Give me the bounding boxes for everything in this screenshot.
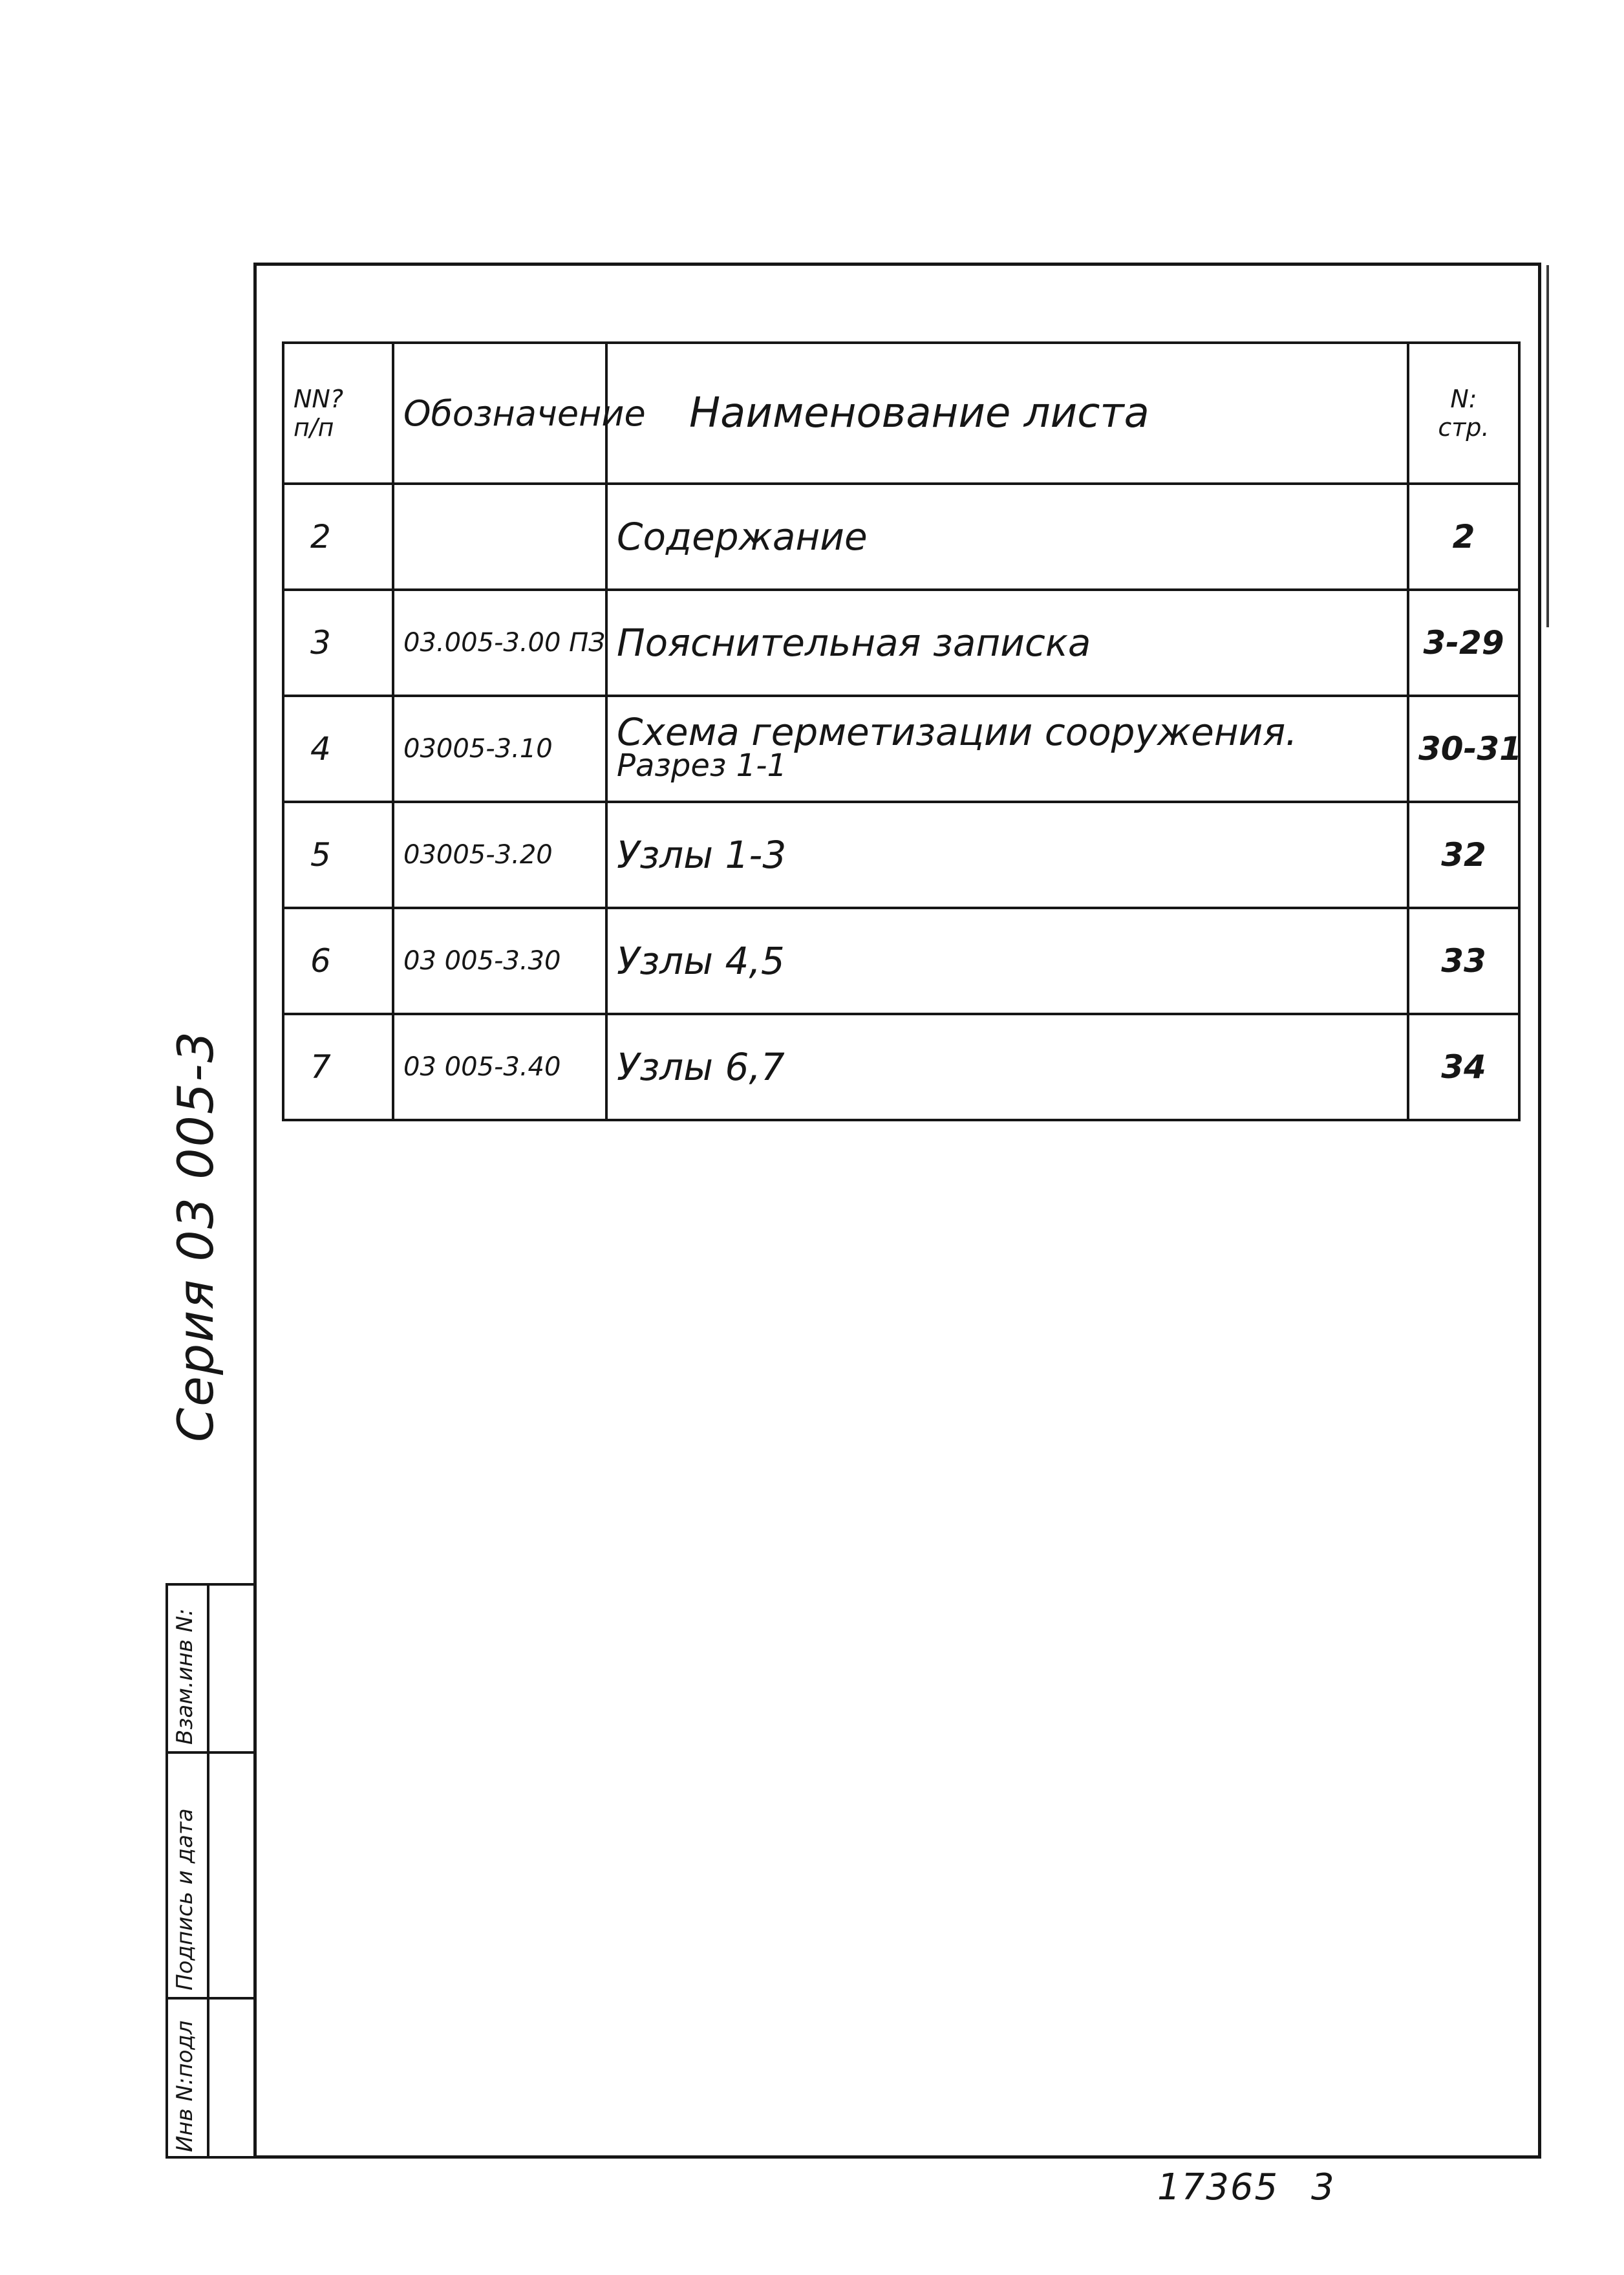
table-row [283, 484, 1519, 590]
row-sheet-name [606, 590, 1408, 696]
stamp-divider-horizontal [168, 1751, 253, 1754]
table-header-row [283, 343, 1519, 484]
row-number: 7 [283, 1014, 393, 1120]
row-number: 5 [283, 802, 393, 908]
row-sheet-name [606, 802, 1408, 908]
header-page-line2: стр. [1438, 413, 1490, 442]
stamp-divider-vertical [207, 1586, 209, 2156]
row-sheet-name-main: Пояснительная записка [617, 621, 1091, 665]
table-row [283, 1014, 1519, 1120]
row-sheet-name [606, 484, 1408, 590]
row-page: 33 [1408, 908, 1519, 1014]
row-designation: 03005-3.20 [393, 802, 606, 908]
header-page-line1: N: [1450, 385, 1477, 413]
header-number-line2: п/п [294, 413, 334, 442]
row-designation: 03.005-3.00 ПЗ [393, 590, 606, 696]
table-row [283, 802, 1519, 908]
row-sheet-name-main: Узлы 1-3 [617, 833, 787, 877]
table-row [283, 908, 1519, 1014]
row-page: 30-31 [1408, 696, 1519, 802]
row-designation: 03 005-3.30 [393, 908, 606, 1014]
frame-edge-mark [1546, 265, 1549, 627]
row-number: 6 [283, 908, 393, 1014]
header-designation: Обозначение [393, 343, 606, 484]
row-number: 4 [283, 696, 393, 802]
approval-stamp-column [166, 1583, 253, 2159]
row-page: 3-29 [1408, 590, 1519, 696]
row-number: 3 [283, 590, 393, 696]
stamp-podpis-data-label: Подпись и дата [172, 1808, 198, 1990]
row-designation: 03005-3.10 [393, 696, 606, 802]
header-number-line1: NN? [294, 385, 344, 413]
sheet-number: 3 [1311, 2166, 1336, 2208]
series-label: Серия 03 005-3 [167, 1030, 224, 1442]
row-page: 34 [1408, 1014, 1519, 1120]
row-page: 2 [1408, 484, 1519, 590]
row-sheet-name [606, 696, 1408, 802]
table-row [283, 590, 1519, 696]
contents-table [282, 341, 1521, 1121]
document-number: 17365 [1157, 2166, 1279, 2208]
row-designation: 03 005-3.40 [393, 1014, 606, 1120]
stamp-vzam-inv-label: Взам.инв N: [172, 1608, 198, 1745]
row-sheet-name [606, 1014, 1408, 1120]
header-sheet-name: Наименование листа [606, 343, 1408, 484]
header-page [1408, 343, 1519, 484]
row-designation [393, 484, 606, 590]
header-number [283, 343, 393, 484]
row-sheet-name-main: Узлы 6,7 [617, 1045, 785, 1089]
row-number: 2 [283, 484, 393, 590]
table-row [283, 696, 1519, 802]
row-sheet-name [606, 908, 1408, 1014]
row-sheet-name-sub: Разрез 1-1 [617, 748, 787, 784]
row-sheet-name-main: Узлы 4,5 [617, 939, 785, 983]
row-sheet-name-main: Содержание [617, 515, 868, 559]
stamp-divider-horizontal [168, 1997, 253, 2000]
row-sheet-name-main: Схема герметизации сооружения. [617, 710, 1298, 754]
stamp-inv-podl-label: Инв N:подл [172, 2020, 198, 2152]
row-page: 32 [1408, 802, 1519, 908]
